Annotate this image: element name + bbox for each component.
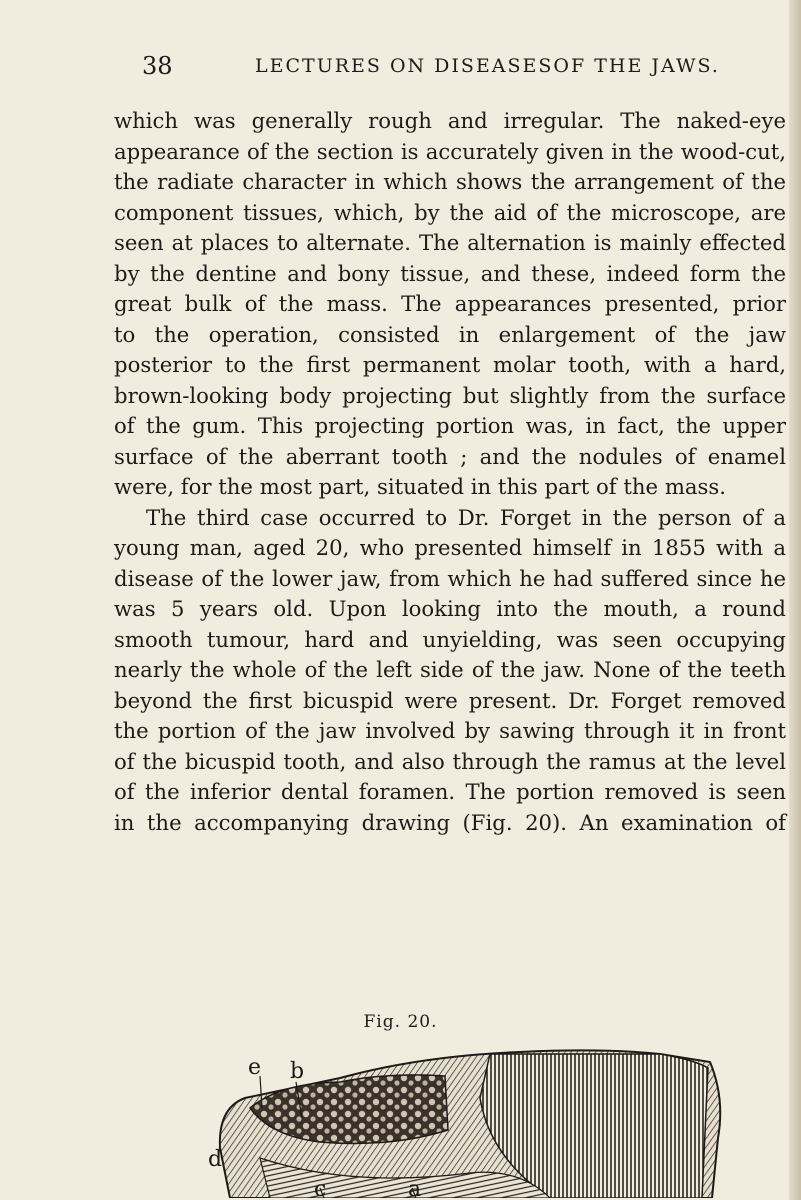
text-line: the portion of the jaw involved by sawing through it in front	[114, 718, 786, 743]
text-line: the radiate character in which shows the arrangement of the	[114, 169, 786, 194]
text-line: The third case occurred to Dr. Forget in the person of a	[146, 504, 786, 530]
text-line: in the accompanying drawing (Fig. 20). An examination of	[114, 809, 786, 835]
text-line: posterior to the first permanent molar tooth, with a hard,	[114, 352, 786, 377]
page-header	[142, 52, 741, 88]
figure-label-d: d	[208, 1147, 223, 1172]
running-head: LECTURES ON DISEASESOF THE JAWS.	[255, 55, 720, 77]
text-line: surface of the aberrant tooth ; and the nodules of enamel	[114, 443, 786, 469]
figure-label-c: c	[314, 1177, 327, 1198]
jaw-section-engraving	[190, 1038, 780, 1198]
figure-label-e: e	[248, 1055, 262, 1080]
engraving-svg	[190, 1038, 780, 1198]
figure-label-b: b	[290, 1059, 305, 1084]
text-line: of the gum. This projecting portion was, in fact, the upper	[114, 413, 786, 438]
text-line: component tissues, which, by the aid of the microscope, are	[114, 199, 786, 225]
page-number: 38	[142, 52, 173, 80]
text-line: of the bicuspid tooth, and also through the ramus at the level	[114, 748, 786, 774]
text-line: which was generally rough and irregular. The naked-eye	[114, 108, 786, 133]
text-line: smooth tumour, hard and unyielding, was seen occupying	[114, 626, 786, 652]
text-line: nearly the whole of the left side of the jaw. None of the teeth	[114, 657, 786, 682]
text-line: to the operation, consisted in enlargement of the jaw	[114, 321, 786, 347]
text-line: of the inferior dental foramen. The portion removed is seen	[114, 779, 786, 804]
body-text	[114, 106, 786, 838]
figure-label-a: a	[408, 1177, 422, 1198]
paragraph-2	[114, 503, 786, 839]
text-line: were, for the most part, situated in this part of the mass.	[114, 474, 727, 499]
text-line: beyond the first bicuspid were present. Dr. Forget removed	[114, 687, 786, 713]
paragraph-1	[114, 106, 786, 503]
text-line: seen at places to alternate. The alternation is mainly effected	[114, 230, 786, 255]
text-line: brown-looking body projecting but slightly from the surface	[114, 382, 786, 408]
text-line: by the dentine and bony tissue, and these, indeed form the	[114, 260, 786, 286]
figure-caption: Fig. 20.	[363, 1012, 438, 1032]
text-line: was 5 years old. Upon looking into the mouth, a round	[114, 596, 786, 621]
text-line: young man, aged 20, who presented himself in 1855 with a	[114, 535, 786, 560]
text-line: disease of the lower jaw, from which he had suffered since he	[114, 565, 786, 591]
text-line: great bulk of the mass. The appearances presented, prior	[114, 291, 786, 316]
text-line: appearance of the section is accurately given in the wood-cut,	[114, 138, 786, 164]
